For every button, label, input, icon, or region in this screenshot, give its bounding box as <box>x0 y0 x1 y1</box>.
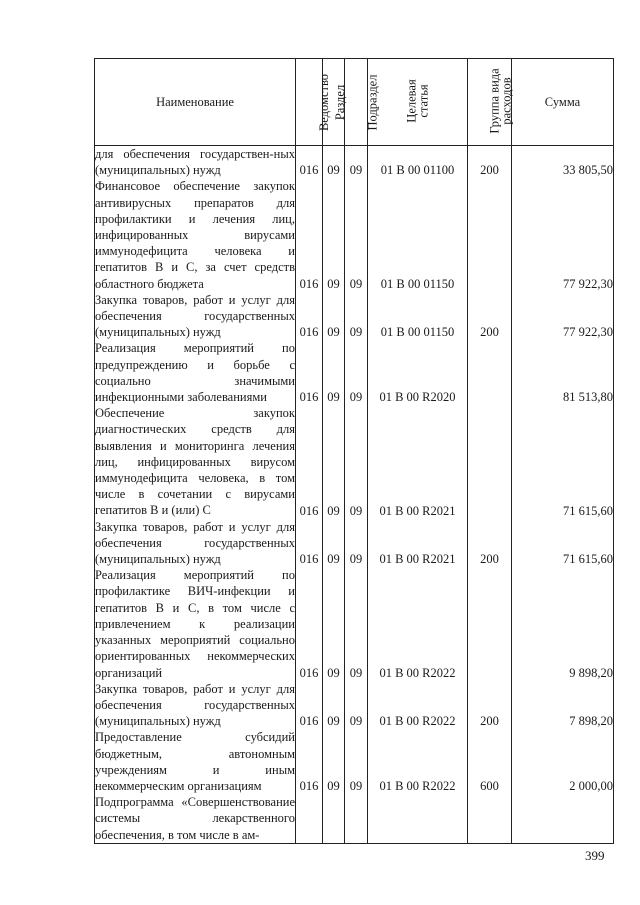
cell-vedomstvo: 016 <box>296 178 323 291</box>
cell-gruppa: 200 <box>468 292 512 341</box>
cell-vedomstvo <box>296 794 323 843</box>
header-name: Наименование <box>95 59 296 146</box>
header-summa: Сумма <box>512 59 614 146</box>
header-podrazdel: Подраздел <box>345 59 368 146</box>
cell-gruppa: 200 <box>468 681 512 730</box>
cell-name: для обеспечения государствен-ных (муниципальных) нужд <box>95 147 295 178</box>
cell-razdel: 09 <box>323 178 345 291</box>
table-row <box>95 340 614 405</box>
cell-summa: 7 898,20 <box>512 681 614 730</box>
cell-summa: 71 615,60 <box>512 519 614 568</box>
cell-podrazdel: 09 <box>345 405 368 518</box>
cell-gruppa <box>468 794 512 843</box>
cell-gruppa <box>468 567 512 680</box>
cell-summa: 33 805,50 <box>512 146 614 179</box>
cell-statya: 01 В 00 R2021 <box>368 405 468 518</box>
cell-statya: 01 В 00 R2021 <box>368 519 468 568</box>
cell-summa <box>512 794 614 843</box>
cell-vedomstvo: 016 <box>296 519 323 568</box>
cell-name: Обеспечение закупок диагностических средств для выявления и мониторинга лечения лиц, инфицированных вирусом иммунодефицита человека, в том числе в сочетании с вирусами гепатитов В и (или) С <box>95 406 295 518</box>
table-row <box>95 292 614 341</box>
cell-summa: 9 898,20 <box>512 567 614 680</box>
cell-name: Реализация мероприятий по профилактике ВИЧ-инфекции и гепатитов В и С, в том числе с привлечением к реализации указанных мероприятий социально ориентированных некоммерческих организаций <box>95 568 295 680</box>
cell-gruppa: 600 <box>468 729 512 794</box>
cell-vedomstvo: 016 <box>296 681 323 730</box>
cell-statya: 01 В 00 R2022 <box>368 567 468 680</box>
cell-podrazdel: 09 <box>345 178 368 291</box>
cell-statya: 01 В 00 R2022 <box>368 681 468 730</box>
cell-razdel: 09 <box>323 567 345 680</box>
cell-vedomstvo: 016 <box>296 292 323 341</box>
cell-podrazdel: 09 <box>345 681 368 730</box>
table-row <box>95 178 614 291</box>
cell-name: Закупка товаров, работ и услуг для обеспечения государственных (муниципальных) нужд <box>95 681 295 729</box>
header-gruppa: Группа вида расходов <box>468 59 512 146</box>
table-row <box>95 519 614 568</box>
cell-name: Подпрограмма «Совершенствование системы лекарственного обеспечения, в том числе в ам- <box>95 795 295 842</box>
table-row <box>95 146 614 179</box>
cell-gruppa: 200 <box>468 146 512 179</box>
cell-name: Финансовое обеспечение закупок антивирусных препаратов для профилактики и лечения лиц, инфицированных вирусами иммунодефицита человека и гепатитов В и С, за счет средств областного бюджета <box>95 179 295 291</box>
cell-podrazdel: 09 <box>345 292 368 341</box>
cell-name: Закупка товаров, работ и услуг для обеспечения государственных (муниципальных) нужд <box>95 519 295 567</box>
cell-razdel: 09 <box>323 681 345 730</box>
cell-podrazdel: 09 <box>345 567 368 680</box>
table-row <box>95 405 614 518</box>
cell-podrazdel <box>345 794 368 843</box>
cell-podrazdel: 09 <box>345 729 368 794</box>
cell-razdel: 09 <box>323 519 345 568</box>
cell-razdel <box>323 794 345 843</box>
cell-summa: 77 922,30 <box>512 292 614 341</box>
cell-gruppa <box>468 178 512 291</box>
cell-vedomstvo: 016 <box>296 405 323 518</box>
cell-vedomstvo: 016 <box>296 146 323 179</box>
budget-table <box>94 58 614 844</box>
cell-gruppa <box>468 340 512 405</box>
table-header-row <box>95 59 614 146</box>
cell-statya: 01 В 00 01150 <box>368 292 468 341</box>
cell-gruppa <box>468 405 512 518</box>
cell-summa: 2 000,00 <box>512 729 614 794</box>
header-statya: Целевая статья <box>368 59 468 146</box>
cell-vedomstvo: 016 <box>296 729 323 794</box>
cell-statya: 01 В 00 01100 <box>368 146 468 179</box>
table-row <box>95 729 614 794</box>
header-razdel: Раздел <box>323 59 345 146</box>
page-number: 399 <box>585 848 605 863</box>
cell-razdel: 09 <box>323 146 345 179</box>
cell-statya: 01 В 00 R2020 <box>368 340 468 405</box>
table-row <box>95 681 614 730</box>
table-row <box>95 567 614 680</box>
cell-podrazdel: 09 <box>345 519 368 568</box>
cell-razdel: 09 <box>323 729 345 794</box>
cell-summa: 77 922,30 <box>512 178 614 291</box>
cell-name: Закупка товаров, работ и услуг для обеспечения государственных (муниципальных) нужд <box>95 292 295 340</box>
header-vedomstvo: Ведомство <box>296 59 323 146</box>
cell-statya: 01 В 00 01150 <box>368 178 468 291</box>
document-frame <box>94 58 613 842</box>
table-body <box>95 146 614 844</box>
table-row <box>95 794 614 843</box>
cell-statya: 01 В 00 R2022 <box>368 729 468 794</box>
cell-summa: 81 513,80 <box>512 340 614 405</box>
cell-razdel: 09 <box>323 405 345 518</box>
cell-name: Предоставление субсидий бюджетным, автономным учреждениям и иным некоммерческим организациям <box>95 730 295 793</box>
cell-vedomstvo: 016 <box>296 567 323 680</box>
cell-podrazdel: 09 <box>345 146 368 179</box>
cell-statya <box>368 794 468 843</box>
cell-razdel: 09 <box>323 340 345 405</box>
cell-podrazdel: 09 <box>345 340 368 405</box>
cell-gruppa: 200 <box>468 519 512 568</box>
cell-summa: 71 615,60 <box>512 405 614 518</box>
cell-vedomstvo: 016 <box>296 340 323 405</box>
cell-name: Реализация мероприятий по предупреждению и борьбе с социально значимыми инфекционными заболеваниями <box>95 341 295 405</box>
cell-razdel: 09 <box>323 292 345 341</box>
